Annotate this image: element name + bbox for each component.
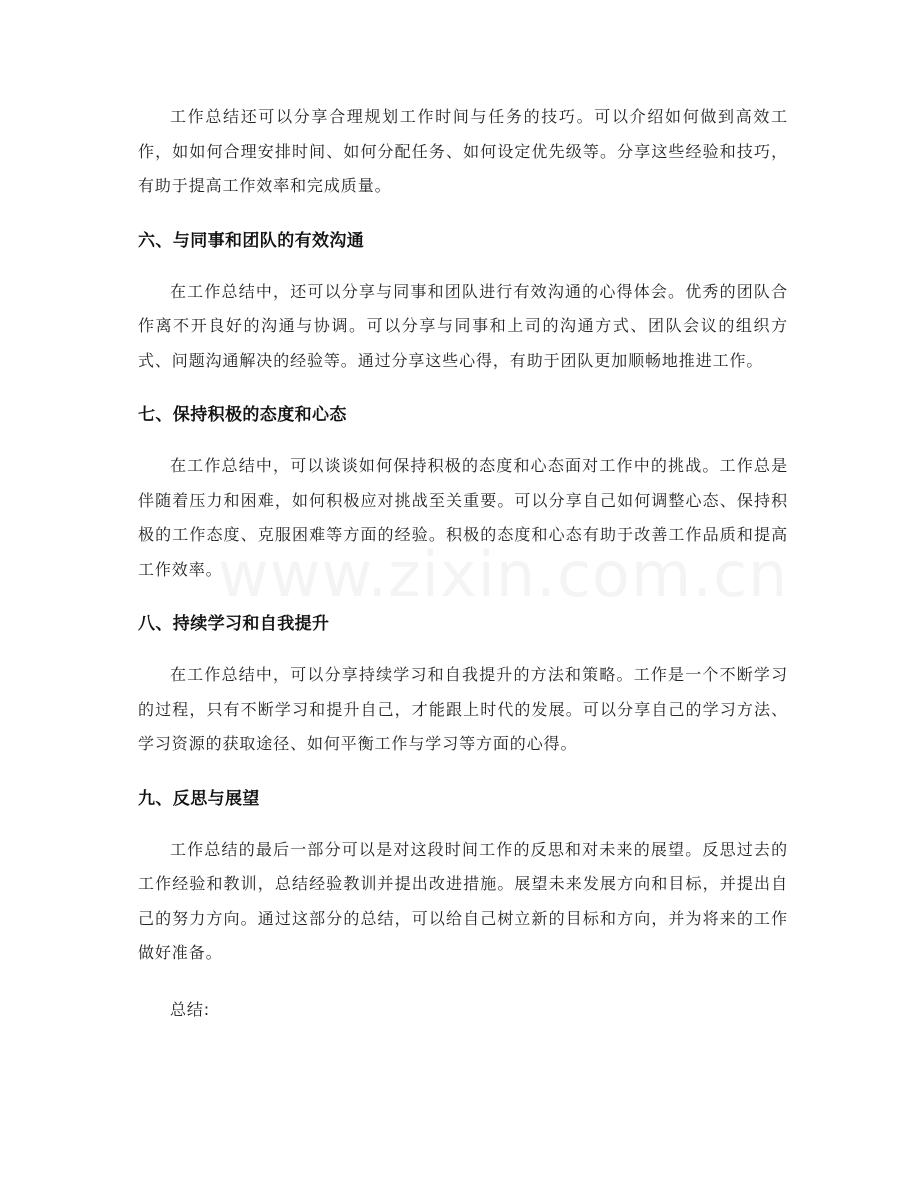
document-content — [138, 100, 788, 1027]
section-body-reflection: 工作总结的最后一部分可以是对这段时间工作的反思和对未来的展望。反思过去的工作经验和教训，总结经验教训并提出改进措施。展望未来发展方向和目标，并提出自己的努力方向。通过这部分的总结，可以给自己树立新的目标和方向，并为将来的工作做好准备。 — [138, 839, 788, 962]
section-body-communication: 在工作总结中，还可以分享与同事和团队进行有效沟通的心得体会。优秀的团队合作离不开良好的沟通与协调。可以分享与同事和上司的沟通方式、团队会议的组织方式、问题沟通解决的经验等。通过分享这些心得，有助于团队更加顺畅地推进工作。 — [138, 281, 788, 370]
section-body-attitude: 在工作总结中，可以谈谈如何保持积极的态度和心态面对工作中的挑战。工作总是伴随着压力和困难，如何积极应对挑战至关重要。可以分享自己如何调整心态、保持积极的工作态度、克服困难等方面的经验。积极的态度和心态有助于改善工作品质和提高工作效率。 — [138, 456, 788, 579]
intro-paragraph: 工作总结还可以分享合理规划工作时间与任务的技巧。可以介绍如何做到高效工作，如如何合理安排时间、如何分配任务、如何设定优先级等。分享这些经验和技巧，有助于提高工作效率和完成质量。 — [138, 107, 788, 195]
section-heading-attitude: 七、保持积极的态度和心态 — [138, 405, 347, 425]
section-heading-learning: 八、持续学习和自我提升 — [138, 614, 330, 634]
summary-label: 总结: — [170, 999, 211, 1019]
section-heading-communication: 六、与同事和团队的有效沟通 — [138, 230, 365, 251]
section-body-learning: 在工作总结中，可以分享持续学习和自我提升的方法和策略。工作是一个不断学习的过程，只有不断学习和提升自己，才能跟上时代的发展。可以分享自己的学习方法、学习资源的获取途径、如何平衡工作与学习等方面的心得。 — [138, 665, 788, 753]
section-heading-reflection: 九、反思与展望 — [138, 788, 260, 809]
